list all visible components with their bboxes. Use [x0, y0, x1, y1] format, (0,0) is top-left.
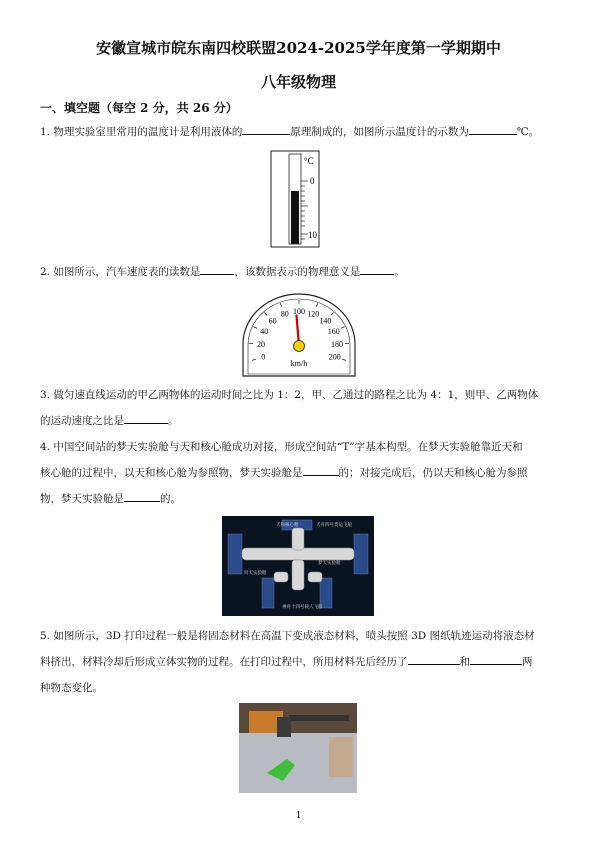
speedometer-unit: km/h: [290, 359, 308, 368]
question-2-text-b: ，该数据表示的物理意义是: [234, 266, 361, 278]
question-5: [40, 623, 560, 701]
answer-blank: [360, 263, 394, 275]
thermometer-unit: °C: [304, 156, 314, 166]
answer-blank: [303, 464, 339, 476]
question-3-text-c: 。: [168, 415, 179, 427]
question-4-line-3b: 的。: [160, 493, 181, 505]
speedometer-tick-label: 0: [261, 352, 266, 362]
section-heading: 一、填空题（每空 2 分，共 26 分）: [40, 101, 238, 115]
answer-blank: [124, 412, 168, 424]
speedometer-tick-label: 140: [319, 316, 332, 326]
question-1: [40, 119, 560, 145]
question-1-text-b: 原理制成的，如图所示温度计的示数为: [290, 126, 469, 138]
question-4-line-2a: 核心舱的过程中，以天和核心舱为参照物，梦天实验舱是: [40, 467, 303, 479]
station-label-tianzhou: 天舟四号货运飞船: [316, 523, 352, 528]
station-label-wentian: 问天实验舱: [244, 571, 267, 576]
question-3-text-b: 的运动速度之比是: [40, 415, 124, 427]
answer-blank: [242, 123, 290, 135]
answer-blank: [408, 653, 460, 665]
answer-blank: [470, 653, 522, 665]
question-5-line-1: 5. 如图所示，3D 打印过程一般是将固态材料在高温下变成液态材料，喷头按照 3D 图纸轨迹运动将液态材: [40, 630, 535, 642]
speedometer-tick-label: 60: [268, 316, 277, 326]
question-1-text-c: ℃。: [516, 126, 540, 138]
speedometer-tick-label: 180: [331, 339, 343, 349]
speedometer-tick-label: 120: [307, 309, 320, 319]
question-4-line-2b: 的；对接完成后，仍以天和核心舱为参照: [338, 467, 528, 479]
station-label-mengtian: 梦天实验舱: [318, 561, 341, 566]
question-2: [40, 259, 560, 285]
page-number: 1: [295, 811, 302, 821]
speedometer-tick-label: 200: [328, 352, 341, 362]
speedometer-hub: [294, 341, 305, 352]
speedometer-figure: [239, 290, 359, 378]
thermometer-label-top: 0: [310, 176, 315, 186]
document-subtitle: 八年级物理: [260, 73, 336, 91]
speedometer-tick-label: 40: [260, 327, 269, 337]
question-2-text-a: 2. 如图所示，汽车速度表的读数是: [40, 266, 201, 278]
station-label-shenzhou: 神舟十四号载人飞船: [282, 605, 323, 610]
question-3: [40, 382, 560, 434]
question-5-line-3: 种物态变化。: [40, 682, 103, 694]
station-label-tianhe: 天和核心舱: [276, 523, 299, 528]
speedometer-tick-label: 160: [327, 327, 340, 337]
question-4: [40, 434, 560, 512]
thermometer-figure: [270, 150, 330, 250]
space-station-image: [222, 516, 374, 616]
question-4-line-3a: 物，梦天实验舱是: [40, 493, 124, 505]
speedometer-tick-label: 20: [257, 339, 265, 349]
question-5-line-2c: 两: [522, 656, 533, 668]
thermometer-label-bottom: 10: [308, 230, 317, 240]
question-3-text-a: 3. 做匀速直线运动的甲乙两物体的运动时间之比为 1：2，甲、乙通过的路程之比为 4：1，则甲、乙两物体: [40, 389, 539, 401]
document-title: 安徽宣城市皖东南四校联盟2024-2025学年度第一学期期中: [96, 39, 501, 57]
question-5-line-2a: 料挤出，材料冷却后形成立体实物的过程。在打印过程中，所用材料先后经历了: [40, 656, 408, 668]
answer-blank: [200, 263, 234, 275]
question-2-text-c: 。: [394, 266, 405, 278]
question-5-line-2b: 和: [459, 656, 470, 668]
answer-blank: [124, 490, 160, 502]
question-4-line-1: 4. 中国空间站的梦天实验舱与天和核心舱成功对接，形成空间站“T”字基本构型。在梦天实验舱靠近天和: [40, 441, 523, 453]
3d-printer-image: [239, 703, 357, 793]
answer-blank: [469, 123, 517, 135]
speedometer-tick-label: 100: [293, 306, 305, 316]
question-1-text-a: 1. 物理实验室里常用的温度计是利用液体的: [40, 126, 243, 138]
speedometer-tick-label: 80: [280, 309, 289, 319]
